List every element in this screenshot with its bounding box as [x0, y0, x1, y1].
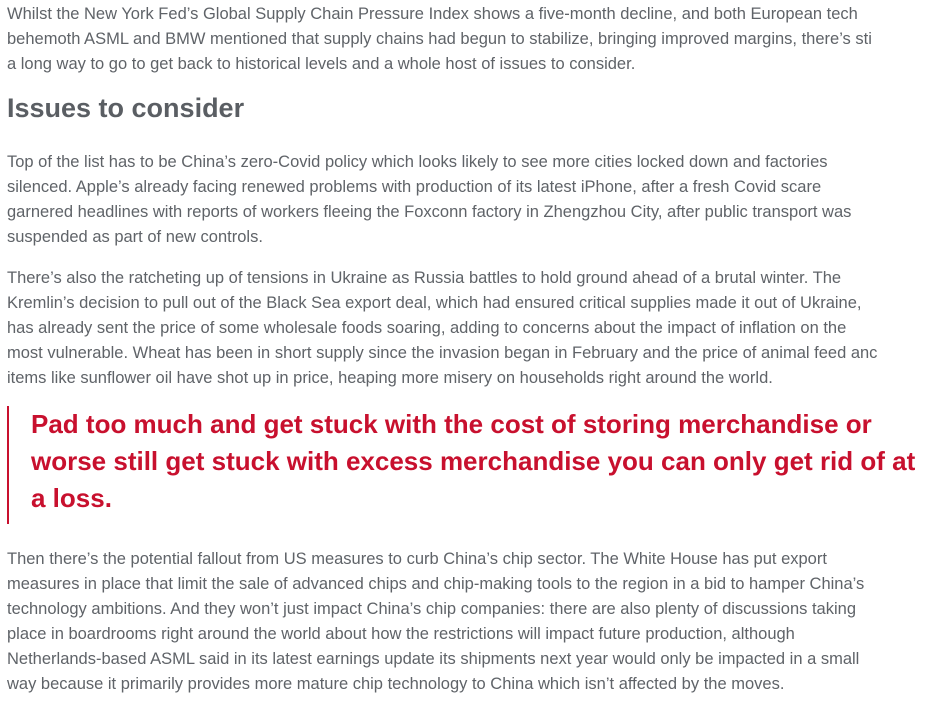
- paragraph-line: way because it primarily provides more mature chip technology to China which isn’t affected by the moves.: [7, 675, 785, 693]
- paragraph-line: has already sent the price of some wholesale foods soaring, adding to concerns about the impact of inflation on the: [7, 319, 847, 337]
- pull-quote-text: [9, 406, 929, 517]
- section-heading: Issues to consider: [7, 93, 245, 123]
- paragraph-line: suspended as part of new controls.: [7, 228, 263, 246]
- paragraph-line: measures in place that limit the sale of advanced chips and chip-making tools to the region in a bid to hamper China’s: [7, 575, 865, 593]
- paragraph-line: There’s also the ratcheting up of tensions in Ukraine as Russia battles to hold ground ahead of a brutal winter. The: [7, 269, 842, 287]
- paragraph-line: Top of the list has to be China’s zero-Covid policy which looks likely to see more cities locked down and factories: [7, 153, 828, 171]
- paragraph-line: Kremlin’s decision to pull out of the Black Sea export deal, which had ensured critical supplies made it out of Ukraine,: [7, 294, 862, 312]
- ukraine-paragraph: [7, 266, 877, 391]
- covid-paragraph: [7, 150, 851, 250]
- paragraph-line: garnered headlines with reports of workers fleeing the Foxconn factory in Zhengzhou City, after public transport was: [7, 203, 852, 221]
- chips-paragraph: [7, 547, 864, 697]
- pull-quote-line: a loss.: [31, 483, 112, 513]
- pull-quote-line: worse still get stuck with excess merchandise you can only get rid of at: [31, 446, 916, 476]
- intro-paragraph: [7, 2, 872, 77]
- paragraph-line: Whilst the New York Fed’s Global Supply Chain Pressure Index shows a five-month decline, and both European tech: [7, 5, 858, 23]
- paragraph-line: behemoth ASML and BMW mentioned that supply chains had begun to stabilize, bringing improved margins, there’s sti: [7, 30, 872, 48]
- paragraph-line: silenced. Apple’s already facing renewed problems with production of its latest iPhone, after a fresh Covid scare: [7, 178, 822, 196]
- paragraph-line: Then there’s the potential fallout from US measures to curb China’s chip sector. The White House has put export: [7, 550, 827, 568]
- paragraph-line: technology ambitions. And they won’t just impact China’s chip companies: there are also plenty of discussions taking: [7, 600, 856, 618]
- pull-quote-line: Pad too much and get stuck with the cost of storing merchandise or: [31, 409, 872, 439]
- paragraph-line: items like sunflower oil have shot up in price, heaping more misery on households right around the world.: [7, 369, 773, 387]
- paragraph-line: Netherlands-based ASML said in its latest earnings update its shipments next year would only be impacted in a small: [7, 650, 860, 668]
- pull-quote: [7, 406, 929, 524]
- paragraph-line: most vulnerable. Wheat has been in short supply since the invasion began in February and the price of animal feed anc: [7, 344, 878, 362]
- paragraph-line: a long way to go to get back to historical levels and a whole host of issues to consider.: [7, 55, 636, 73]
- paragraph-line: place in boardrooms right around the world about how the restrictions will impact future production, although: [7, 625, 795, 643]
